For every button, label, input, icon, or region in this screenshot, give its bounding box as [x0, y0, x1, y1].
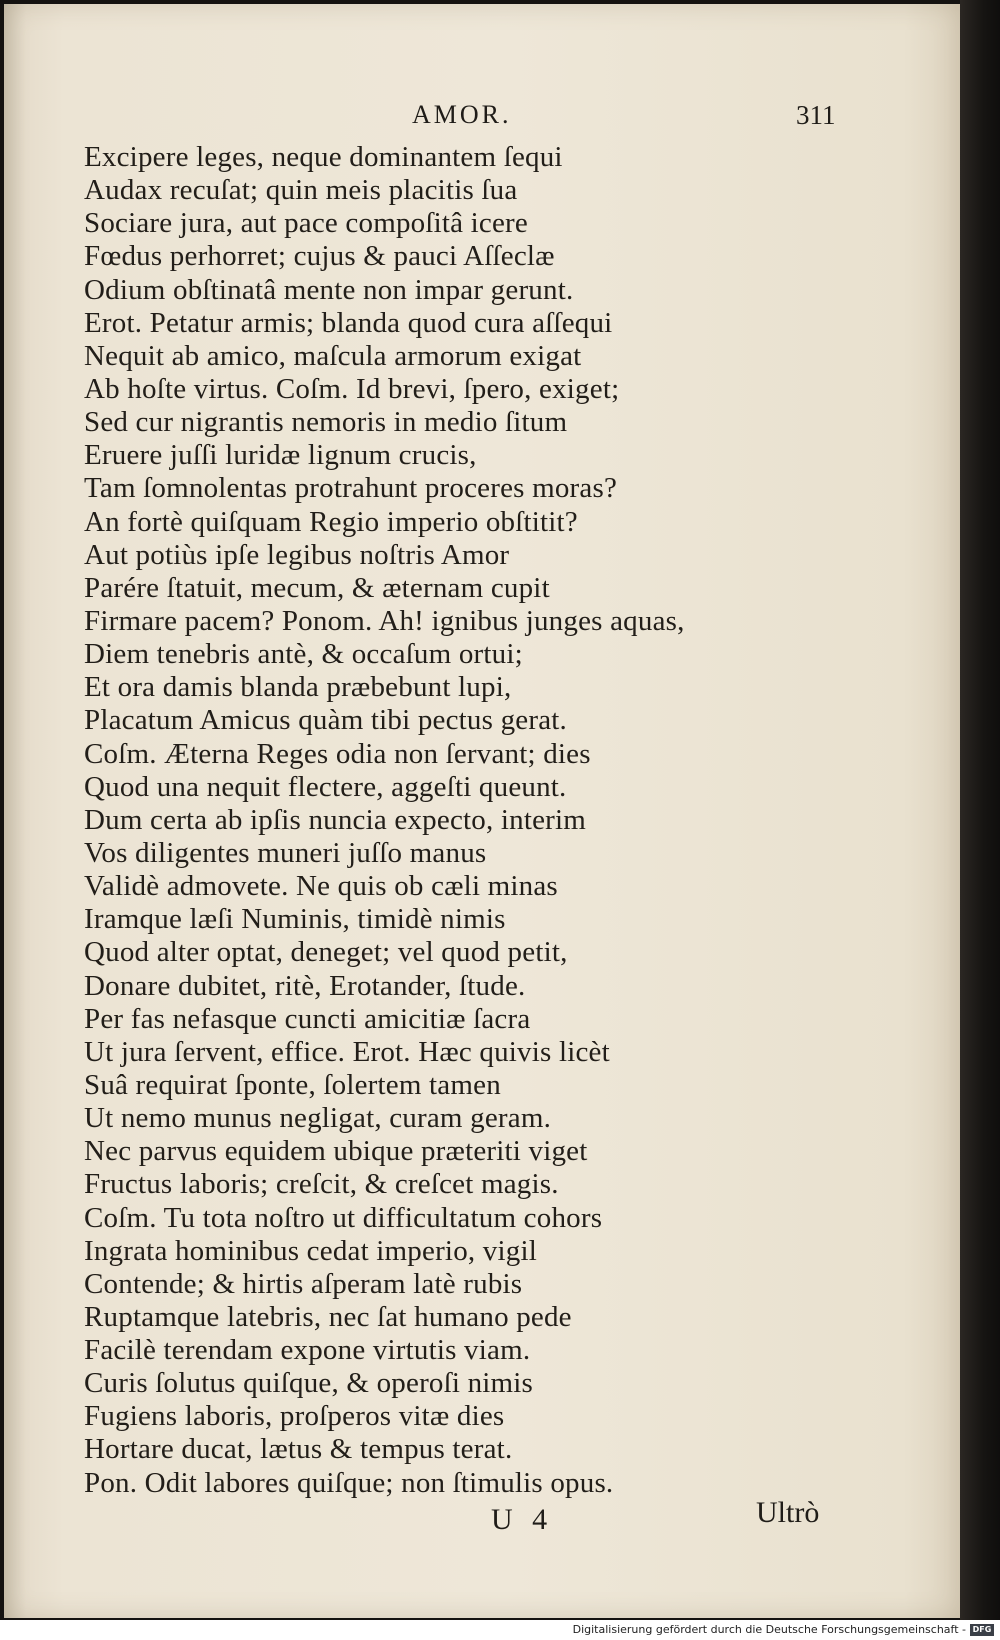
verse-line: Coſm. Tu tota noſtro ut difficultatum cohors: [84, 1201, 603, 1234]
verse-line: Vos diligentes muneri juſſo manus: [84, 836, 487, 869]
verse-line: Fugiens laboris, proſperos vitæ dies: [84, 1400, 505, 1433]
verse-line: Ingrata hominibus cedat imperio, vigil: [84, 1234, 537, 1267]
verse-line: Contende; & hirtis aſperam latè rubis: [84, 1267, 523, 1300]
verse-line: Suâ requirat ſponte, ſolertem tamen: [84, 1068, 501, 1101]
verse-line: Et ora damis blanda præbebunt lupi,: [84, 671, 512, 704]
verse-line: An fortè quiſquam Regio imperio obſtitit?: [84, 505, 578, 538]
page-number: 311: [796, 100, 836, 130]
verse-line: Curis ſolutus quiſque, & operoſi nimis: [84, 1367, 534, 1400]
verse-line: Odium obſtinatâ mente non impar gerunt.: [84, 273, 574, 306]
verse-line: Tam ſomnolentas protrahunt proceres moras?: [84, 472, 618, 505]
verse-line: Ab hoſte virtus. Coſm. Id brevi, ſpero, exiget;: [84, 372, 620, 405]
verse-line: Quod alter optat, deneget; vel quod petit,: [84, 936, 568, 969]
verse-line: Coſm. Æterna Reges odia non ſervant; dies: [84, 737, 591, 770]
running-head: AMOR.: [412, 100, 512, 129]
verse-line: Firmare pacem? Ponom. Ah! ignibus junges aquas,: [84, 604, 685, 637]
verse-line: Sed cur nigrantis nemoris in medio ſitum: [84, 406, 568, 439]
verse-line: Audax recuſat; quin meis placitis ſua: [84, 174, 518, 207]
verse-line: Iramque læſi Numinis, timidè nimis: [84, 903, 506, 936]
book-page: [4, 4, 963, 1618]
verse-line: Diem tenebris antè, & occaſum ortui;: [84, 638, 523, 671]
scan-edge-shadow: [960, 0, 1000, 1640]
funding-notice: Digitalisierung gefördert durch die Deutsche Forschungsgemeinschaft -: [572, 1623, 966, 1636]
verse-line: Per fas nefasque cuncti amicitiæ ſacra: [84, 1002, 531, 1035]
verse-line: Erot. Petatur armis; blanda quod cura aſſequi: [84, 306, 613, 339]
verse-text: [84, 141, 844, 1500]
verse-line: Quod una nequit flectere, aggeſti queunt.: [84, 770, 567, 803]
verse-line: Sociare jura, aut pace compoſitâ icere: [84, 207, 528, 240]
verse-line: Eruere juſſi luridæ lignum crucis,: [84, 439, 477, 472]
verse-line: Dum certa ab ipſis nuncia expecto, interim: [84, 803, 587, 836]
verse-line: Facilè terendam expone virtutis viam.: [84, 1334, 531, 1367]
verse-line: Pon. Odit labores quiſque; non ſtimulis opus.: [84, 1466, 614, 1499]
verse-line: Donare dubitet, ritè, Erotander, ſtude.: [84, 969, 526, 1002]
verse-line: Fœdus perhorret; cujus & pauci Aſſeclæ: [84, 240, 555, 273]
verse-line: Ut jura ſervent, effice. Erot. Hæc quivis licèt: [84, 1035, 610, 1068]
verse-line: Parére ſtatuit, mecum, & æternam cupit: [84, 571, 550, 604]
verse-line: Nec parvus equidem ubique præteriti viget: [84, 1135, 588, 1168]
verse-line: Placatum Amicus quàm tibi pectus gerat.: [84, 704, 567, 737]
verse-line: Aut potiùs ipſe legibus noſtris Amor: [84, 538, 510, 571]
digitization-footer: [0, 1620, 1000, 1640]
verse-line: Fructus laboris; creſcit, & creſcet magis.: [84, 1168, 559, 1201]
verse-line: Validè admovete. Ne quis ob cæli minas: [84, 870, 558, 903]
catchword: Ultrò: [756, 1496, 820, 1529]
signature-mark: U 4: [491, 1503, 554, 1536]
verse-line: Ut nemo munus negligat, curam geram.: [84, 1102, 552, 1135]
dfg-logo: DFG: [970, 1624, 994, 1636]
verse-line: Ruptamque latebris, nec ſat humano pede: [84, 1300, 572, 1333]
verse-line: Excipere leges, neque dominantem ſequi: [84, 141, 563, 173]
verse-line: Nequit ab amico, maſcula armorum exigat: [84, 339, 582, 372]
verse-line: Hortare ducat, lætus & tempus terat.: [84, 1433, 513, 1466]
